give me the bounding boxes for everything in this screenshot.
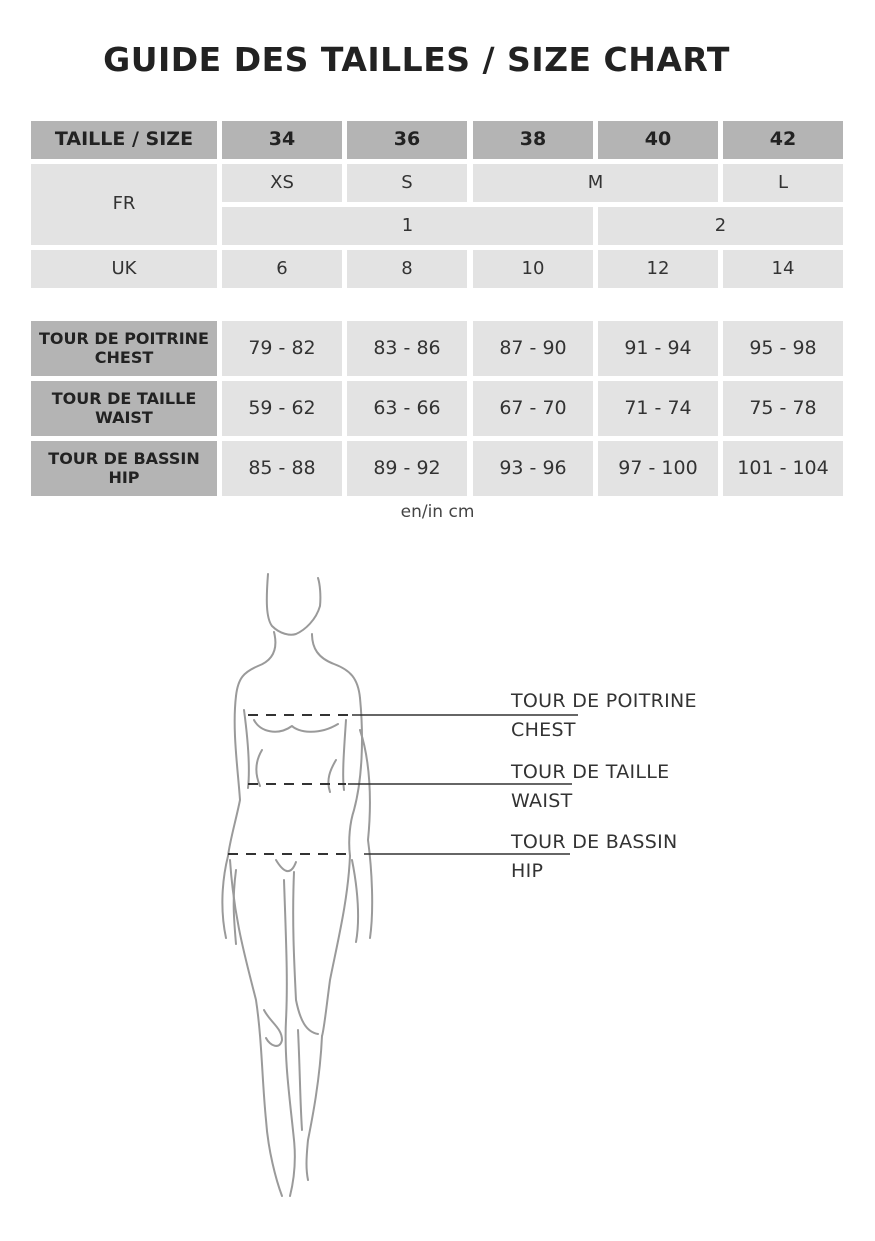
waist-value: 71 - 74 <box>598 381 718 436</box>
waist-label <box>31 381 217 436</box>
hip-label-fr: TOUR DE BASSIN <box>48 449 200 469</box>
figure-label-hip-en: HIP <box>511 860 544 882</box>
hip-value: 85 - 88 <box>222 441 342 496</box>
unit-note: en/in cm <box>400 502 475 522</box>
hip-value: 101 - 104 <box>723 441 843 496</box>
hip-value: 93 - 96 <box>473 441 593 496</box>
size-header: 36 <box>347 121 467 159</box>
fr-letter: M <box>473 164 718 202</box>
uk-value: 12 <box>598 250 718 288</box>
chest-value: 79 - 82 <box>222 321 342 376</box>
chest-label-fr: TOUR DE POITRINE <box>39 329 209 349</box>
uk-value: 10 <box>473 250 593 288</box>
chest-value: 83 - 86 <box>347 321 467 376</box>
size-header: 34 <box>222 121 342 159</box>
hip-value: 89 - 92 <box>347 441 467 496</box>
uk-value: 6 <box>222 250 342 288</box>
waist-label-en: WAIST <box>95 407 153 427</box>
fr-number: 2 <box>598 207 843 245</box>
fr-letter: L <box>723 164 843 202</box>
hip-label-en: HIP <box>108 467 140 487</box>
waist-value: 63 - 66 <box>347 381 467 436</box>
fr-letter: S <box>347 164 467 202</box>
chest-label-en: CHEST <box>94 347 154 367</box>
waist-label-fr: TOUR DE TAILLE <box>51 389 197 409</box>
chest-value: 91 - 94 <box>598 321 718 376</box>
fr-letter: XS <box>222 164 342 202</box>
figure-label-chest-fr: TOUR DE POITRINE <box>511 690 697 712</box>
figure-label-chest-en: CHEST <box>511 719 576 741</box>
page-title: GUIDE DES TAILLES / SIZE CHART <box>103 40 730 79</box>
hip-value: 97 - 100 <box>598 441 718 496</box>
size-header: 42 <box>723 121 843 159</box>
chest-value: 87 - 90 <box>473 321 593 376</box>
figure-label-waist-en: WAIST <box>511 790 573 812</box>
body-figure-illustration <box>0 560 875 1220</box>
chest-value: 95 - 98 <box>723 321 843 376</box>
uk-label: UK <box>31 250 217 288</box>
size-header: 38 <box>473 121 593 159</box>
fr-number: 1 <box>222 207 593 245</box>
waist-value: 59 - 62 <box>222 381 342 436</box>
waist-value: 75 - 78 <box>723 381 843 436</box>
header-label: TAILLE / SIZE <box>31 121 217 159</box>
waist-value: 67 - 70 <box>473 381 593 436</box>
chest-label <box>31 321 217 376</box>
fr-label: FR <box>31 164 217 245</box>
uk-value: 14 <box>723 250 843 288</box>
figure-label-waist-fr: TOUR DE TAILLE <box>511 761 670 783</box>
hip-label <box>31 441 217 496</box>
figure-label-hip-fr: TOUR DE BASSIN <box>511 831 678 853</box>
size-header: 40 <box>598 121 718 159</box>
uk-value: 8 <box>347 250 467 288</box>
